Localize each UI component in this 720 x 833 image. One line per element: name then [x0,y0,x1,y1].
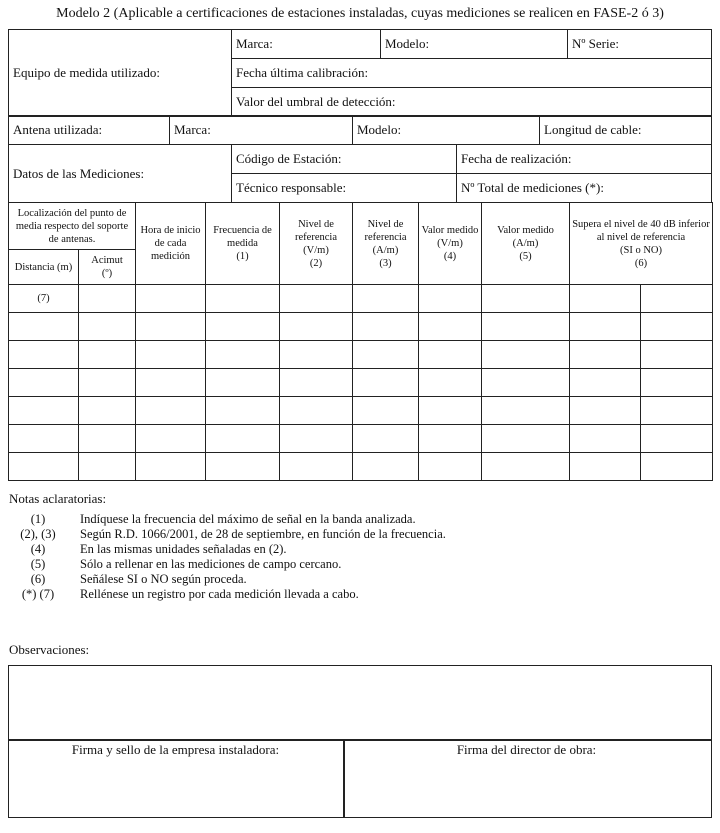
table-cell[interactable] [482,341,570,369]
cable-field[interactable]: Longitud de cable: [540,116,712,145]
notas-list [8,512,708,612]
table-cell[interactable] [280,369,353,397]
table-cell[interactable] [79,341,136,369]
table-cell[interactable] [280,397,353,425]
table-cell[interactable] [136,453,206,481]
table-cell[interactable] [206,285,280,313]
table-cell[interactable] [353,453,419,481]
col-nivel-a-label: Nivel de referencia [364,218,407,243]
table-cell[interactable] [280,425,353,453]
table-cell[interactable] [482,285,570,313]
table-cell[interactable] [136,425,206,453]
table-cell[interactable] [641,369,713,397]
table-cell[interactable] [570,341,641,369]
table-cell[interactable] [9,425,79,453]
note-ref: (1) [30,512,46,526]
table-cell[interactable] [136,285,206,313]
table-cell[interactable] [419,453,482,481]
table-row [9,313,713,341]
col-valor-a-unit: (A/m) [512,238,539,249]
note-ref: (4) [30,542,46,556]
firma-director-label: Firma del director de obra: [456,742,597,757]
total-field[interactable]: Nº Total de mediciones (*): [457,174,712,203]
table-cell[interactable]: (7) [9,285,79,313]
col-frecuencia [206,203,280,285]
table-cell[interactable] [641,313,713,341]
table-cell[interactable] [206,313,280,341]
table-cell[interactable] [419,313,482,341]
col-localizacion: Localización del punto de media respecto del soporte de antenas. [9,203,136,250]
table-cell[interactable] [570,285,641,313]
col-acimut-unit: (º) [101,268,113,279]
antena-modelo-field[interactable]: Modelo: [353,116,540,145]
table-cell[interactable] [419,369,482,397]
equipo-serie-field[interactable]: Nº Serie: [568,30,712,59]
table-cell[interactable] [570,369,641,397]
observaciones-label: Observaciones: [9,642,90,657]
col-valor-v-label: Valor medido [421,225,479,236]
table-cell[interactable] [353,285,419,313]
col-acimut-label: Acimut [91,255,123,266]
col-nivel-v-unit: (V/m) [303,244,329,256]
firma-empresa-label: Firma y sello de la empresa instaladora: [71,742,280,757]
table-cell[interactable] [136,397,206,425]
antenna-table [8,115,712,145]
table-cell[interactable] [136,341,206,369]
table-cell[interactable] [136,369,206,397]
col-nivel-v-label: Nivel de referencia [295,218,337,243]
table-row [9,397,713,425]
table-cell[interactable] [79,313,136,341]
calibracion-field[interactable]: Fecha última calibración: [232,59,712,88]
fecha-field[interactable]: Fecha de realización: [457,145,712,174]
note-text: Rellénese un registro por cada medición llevada a cabo. [80,587,359,601]
table-cell[interactable] [280,453,353,481]
note-ref: (6) [30,572,46,586]
col-supera-label: Supera el nivel de 40 dB inferior al nivel de referencia [572,218,710,243]
table-cell[interactable] [641,341,713,369]
col-valor-a [482,203,570,285]
table-cell[interactable] [353,341,419,369]
table-cell[interactable] [570,453,641,481]
table-cell[interactable] [79,425,136,453]
mediciones-label: Datos de las Mediciones: [9,145,232,203]
note-text: En las mismas unidades señaladas en (2). [80,542,287,556]
table-cell[interactable] [206,397,280,425]
table-cell[interactable] [206,369,280,397]
table-cell[interactable] [9,453,79,481]
note-text: Indíquese la frecuencia del máximo de señal en la banda analizada. [80,512,416,526]
col-supera-unit: (SI o NO) [620,244,662,256]
table-cell[interactable] [570,397,641,425]
table-cell[interactable] [9,397,79,425]
col-frecuencia-ref: (1) [236,251,249,262]
col-supera [570,203,713,285]
col-valor-a-label: Valor medido [497,225,554,236]
table-cell[interactable] [482,425,570,453]
note-ref: (*) (7) [21,587,55,601]
table-cell[interactable] [641,425,713,453]
measurement-grid [8,202,713,481]
table-cell[interactable] [641,453,713,481]
table-cell[interactable] [482,397,570,425]
table-row [9,425,713,453]
note-ref: (5) [30,557,46,571]
table-cell[interactable] [9,313,79,341]
form-title: Modelo 2 (Aplicable a certificaciones de estaciones instaladas, cuyas mediciones se realicen en FASE-2 ó 3) [56,6,664,21]
table-row [9,285,713,313]
antena-marca-field[interactable]: Marca: [170,116,353,145]
col-valor-v-ref: (4) [443,251,457,262]
table-cell[interactable] [419,397,482,425]
table-cell[interactable] [419,341,482,369]
table-row [9,453,713,481]
table-cell[interactable] [79,397,136,425]
table-cell[interactable] [419,285,482,313]
table-cell[interactable] [353,369,419,397]
col-distancia: Distancia (m) [9,250,79,285]
umbral-field[interactable]: Valor del umbral de detección: [232,88,712,117]
col-supera-ref: (6) [634,257,648,269]
table-cell[interactable] [641,397,713,425]
table-cell[interactable] [280,313,353,341]
col-hora: Hora de inicio de cada medición [136,203,206,285]
table-cell[interactable] [353,397,419,425]
equipo-marca-field[interactable]: Marca: [232,30,381,59]
table-cell[interactable] [9,341,79,369]
col-nivel-v-ref: (2) [309,257,323,269]
equipo-modelo-field[interactable]: Modelo: [381,30,568,59]
table-cell[interactable] [206,453,280,481]
note-text: Según R.D. 1066/2001, de 28 de septiembre, en función de la frecuencia. [80,527,446,541]
table-row [9,369,713,397]
col-acimut [79,250,136,285]
table-cell[interactable] [482,369,570,397]
antena-label: Antena utilizada: [9,116,170,145]
table-cell[interactable] [419,425,482,453]
table-cell[interactable] [206,425,280,453]
col-nivel-a [353,203,419,285]
observaciones-box[interactable] [8,665,712,741]
mediciones-table [8,144,712,203]
col-valor-v-unit: (V/m) [437,238,463,249]
table-cell[interactable] [482,453,570,481]
table-cell[interactable] [280,285,353,313]
table-cell[interactable] [206,341,280,369]
tecnico-field[interactable]: Técnico responsable: [232,174,457,203]
table-cell[interactable] [79,453,136,481]
table-cell[interactable] [570,425,641,453]
table-cell[interactable] [353,313,419,341]
table-cell[interactable] [641,285,713,313]
table-cell[interactable] [570,313,641,341]
codigo-field[interactable]: Código de Estación: [232,145,457,174]
table-cell[interactable] [79,285,136,313]
notas-heading: Notas aclaratorias: [9,491,107,506]
table-cell[interactable] [79,369,136,397]
note-text: Señálese SI o NO según proceda. [80,572,247,586]
table-cell[interactable] [136,313,206,341]
note-ref: (2), (3) [20,527,56,541]
equipo-label: Equipo de medida utilizado: [9,30,232,117]
col-valor-v [419,203,482,285]
table-cell[interactable] [482,313,570,341]
col-frecuencia-label: Frecuencia de medida [213,225,272,249]
table-row [9,341,713,369]
col-nivel-a-ref: (3) [379,257,392,269]
equipment-table [8,29,712,117]
note-text: Sólo a rellenar en las mediciones de campo cercano. [80,557,342,571]
table-cell[interactable] [9,369,79,397]
table-cell[interactable] [353,425,419,453]
col-valor-a-ref: (5) [519,251,532,262]
col-nivel-a-unit: (A/m) [372,244,399,256]
col-nivel-v [280,203,353,285]
table-cell[interactable] [280,341,353,369]
